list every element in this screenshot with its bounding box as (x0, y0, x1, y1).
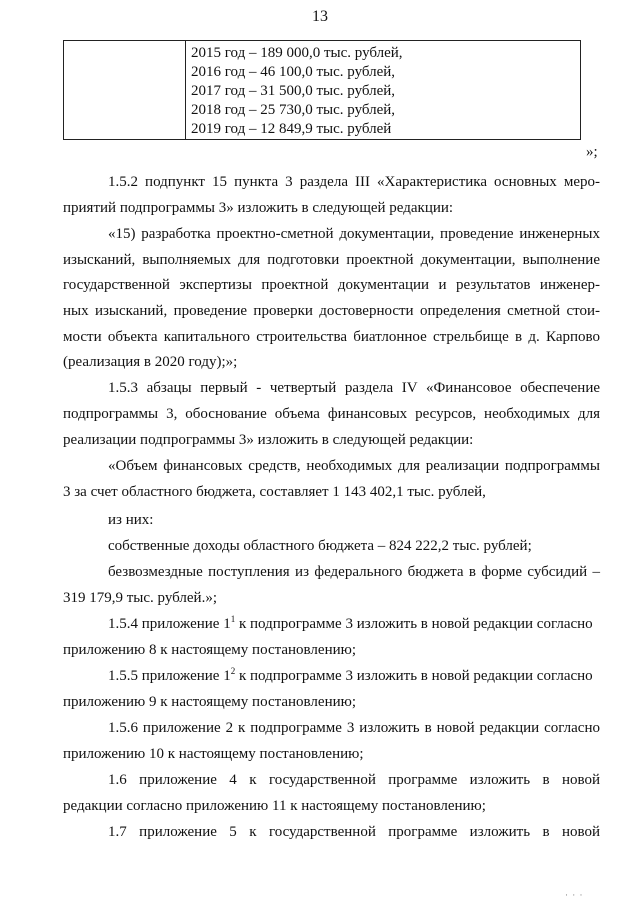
paragraph-1-6-line: 1.6 приложение 4 к государственной программе изложить в новой (108, 772, 600, 788)
superscript: 2 (230, 666, 236, 676)
funding-line-2015: 2015 год – 189 000,0 тыс. рублей, (191, 45, 403, 61)
funding-table (63, 40, 581, 140)
paragraph-1-6-line: редакции согласно приложению 11 к настоящему постановлению; (63, 798, 486, 814)
funding-line-2018: 2018 год – 25 730,0 тыс. рублей, (191, 102, 396, 118)
table-funding-cell (186, 41, 580, 139)
page-number: 13 (312, 8, 328, 25)
quote-item-15-line: ных изысканий, проведение проверки достоверности определения сметной стои- (63, 303, 600, 319)
paragraph-1-5-5-line: приложению 9 к настоящему постановлению; (63, 694, 356, 710)
paragraph-1-5-3-line: 1.5.3 абзацы первый - четвертый раздела IV «Финансовое обеспечение (108, 380, 600, 396)
funding-line-2017: 2017 год – 31 500,0 тыс. рублей, (191, 83, 396, 99)
scan-mark: · · · (565, 890, 584, 900)
quote-item-15-line: «15) разработка проектно-сметной документации, проведение инженерных (108, 226, 600, 242)
quote-item-15-line: (реализация в 2020 году);»; (63, 354, 238, 370)
table-empty-cell (64, 41, 186, 139)
paragraph-1-5-5-line: 1.5.5 приложение $1^2$ к подпрограмме 3 изложить в новой редакции согласно (108, 666, 593, 684)
quote-financing-line: из них: (108, 512, 154, 528)
superscript: 1 (230, 614, 236, 624)
paragraph-1-5-2-line: 1.5.2 подпункт 15 пункта 3 раздела III «Характеристика основных меро- (108, 174, 600, 190)
paragraph-1-5-2-line: приятий подпрограммы 3» изложить в следующей редакции: (63, 200, 454, 216)
quote-financing-line: собственные доходы областного бюджета – 824 222,2 тыс. рублей; (108, 538, 532, 554)
paragraph-1-7-line: 1.7 приложение 5 к государственной программе изложить в новой (108, 824, 600, 840)
quote-item-15-line: изысканий, выполняемых для подготовки проектной документации, выполнение (63, 252, 600, 268)
paragraph-1-5-3-line: подпрограммы 3, обоснование объема финансовых ресурсов, необходимых для (63, 406, 600, 422)
closing-quote: »; (586, 144, 598, 160)
funding-line-2016: 2016 год – 46 100,0 тыс. рублей, (191, 64, 396, 80)
quote-financing-line: 319 179,9 тыс. рублей.»; (63, 590, 217, 606)
quote-financing-line: 3 за счет областного бюджета, составляет 1 143 402,1 тыс. рублей, (63, 484, 486, 500)
quote-item-15-line: мости объекта капитального строительства биатлонное стрельбище в д. Карпово (63, 329, 600, 345)
funding-line-2019: 2019 год – 12 849,9 тыс. рублей (191, 121, 392, 137)
paragraph-1-5-3-line: реализации подпрограммы 3» изложить в следующей редакции: (63, 432, 474, 448)
paragraph-1-5-4-line: 1.5.4 приложение $1^1$ к подпрограмме 3 изложить в новой редакции согласно (108, 614, 593, 632)
quote-financing-line: безвозмездные поступления из федерального бюджета в форме субсидий – (108, 564, 600, 580)
paragraph-1-5-4-line: приложению 8 к настоящему постановлению; (63, 642, 356, 658)
quote-financing-line: «Объем финансовых средств, необходимых для реализации подпрограммы (108, 458, 600, 474)
quote-item-15-line: государственной экспертизы проектной документации и результатов инженер- (63, 277, 600, 293)
paragraph-1-5-6-line: 1.5.6 приложение 2 к подпрограмме 3 изложить в новой редакции согласно (108, 720, 600, 736)
paragraph-1-5-6-line: приложению 10 к настоящему постановлению; (63, 746, 364, 762)
